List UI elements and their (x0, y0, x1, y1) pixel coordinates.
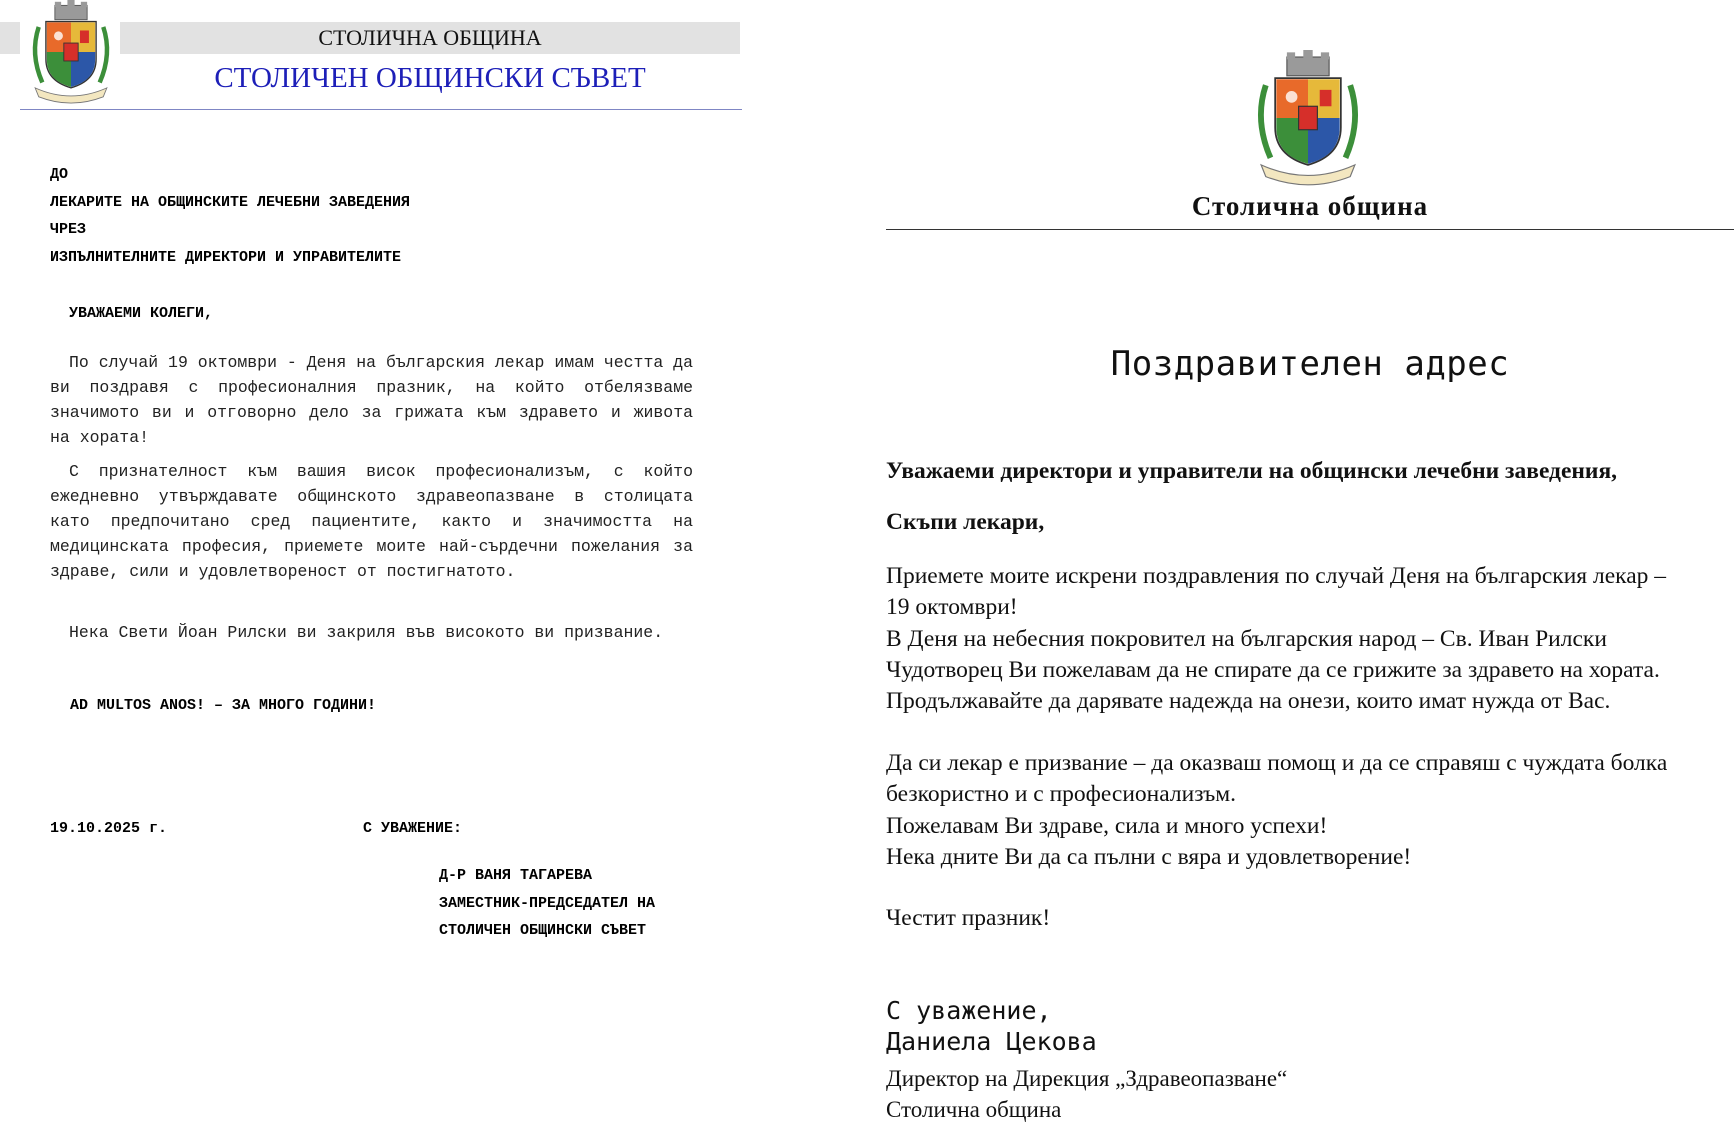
organization-name: СТОЛИЧНА ОБЩИНА (318, 25, 542, 50)
signature-line: Д-Р ВАНЯ ТАГАРЕВА (439, 867, 593, 884)
letter-paragraph: По случай 19 октомври - Деня на българския лекар имам честта да ви поздравя с професионалния празник, на който отбелязваме значимото ви и отговорно дело за грижата към здравето и живота на хората! (50, 353, 693, 447)
signature-line: ЗАМЕСТНИК-ПРЕДСЕДАТЕЛ НА (439, 894, 656, 912)
body-line: Продължавайте да дарявате надежда на онези, които имат нужда от Вас. (886, 688, 1611, 715)
recipient-address (50, 161, 410, 271)
body-line: Приемете моите искрени поздравления по случай Деня на българския лекар – (886, 563, 1667, 589)
body-line: Пожелавам Ви здраве, сила и много успехи! (886, 812, 1328, 839)
body-line: Нека дните Ви да са пълни с вяра и удовлетворение! (886, 843, 1412, 870)
address-line: ДО (50, 166, 69, 183)
body-line: Чудотворец Ви пожелавам да не спирате да се грижите за здравето на хората. (886, 656, 1660, 683)
closing-wish: AD MULTOS ANOS! – ЗА МНОГО ГОДИНИ! (70, 697, 377, 714)
signature-line: Столична община (886, 1097, 1062, 1122)
address-line: ЧРЕЗ (50, 221, 87, 238)
signature-block (439, 862, 655, 945)
signature-line: Директор на Дирекция „Здравеопазване“ (886, 1066, 1288, 1091)
salutation-doctors: Скъпи лекари, (886, 509, 1045, 535)
closing-wish: Честит празник! (886, 905, 1051, 931)
signature-line: С уважение, (886, 996, 1052, 1025)
address-line: ЛЕКАРИТЕ НА ОБЩИНСКИТЕ ЛЕЧЕБНИ ЗАВЕДЕНИЯ (50, 193, 411, 211)
salutation: Уважаеми директори и управители на общински лечебни заведения, (886, 458, 1618, 484)
signature-line: СТОЛИЧЕН ОБЩИНСКИ СЪВЕТ (439, 922, 647, 939)
header-divider (886, 229, 1734, 230)
letter-paragraph: Нека Свети Йоан Рилски ви закриля във високото ви призвание. (69, 623, 664, 642)
body-line: безкористно и с професионализъм. (886, 781, 1236, 808)
body-line: 19 октомври! (886, 594, 1018, 621)
letter-paragraph: С признателност към вашия висок професионализъм, с който ежедневно утвърждавате общинското здравеопазване в столицата като предпочитано сред пациентите, както и значимостта на медицинската професия, приемете моите най-сърдечни пожелания за здраве, сили и удовлетвореност от постигнатото. (50, 462, 693, 581)
sofia-coat-of-arms-icon (26, 0, 116, 104)
sofia-coat-of-arms-icon (1249, 50, 1367, 186)
signature-line: Даниела Цекова (886, 1027, 1097, 1056)
closing-regards: С УВАЖЕНИЕ: (363, 820, 463, 837)
signature-block (886, 995, 1097, 1057)
signature-title (886, 1063, 1287, 1125)
municipality-name: Столична община (1191, 191, 1429, 221)
body-line: Да си лекар е призвание – да оказваш помощ и да се справяш с чуждата болка (886, 750, 1668, 776)
council-name: СТОЛИЧЕН ОБЩИНСКИ СЪВЕТ (214, 62, 646, 94)
letter-body-block (886, 561, 1736, 717)
header-divider (20, 109, 742, 110)
letter-date: 19.10.2025 г. (50, 820, 168, 837)
address-line: ИЗПЪЛНИТЕЛНИТЕ ДИРЕКТОРИ И УПРАВИТЕЛИТЕ (50, 248, 402, 266)
greeting: УВАЖАЕМИ КОЛЕГИ, (69, 305, 214, 322)
document-title: Поздравителен адрес (1110, 344, 1510, 384)
letter-body-block (886, 748, 1736, 873)
body-line: В Деня на небесния покровител на българския народ – Св. Иван Рилски (886, 625, 1607, 652)
